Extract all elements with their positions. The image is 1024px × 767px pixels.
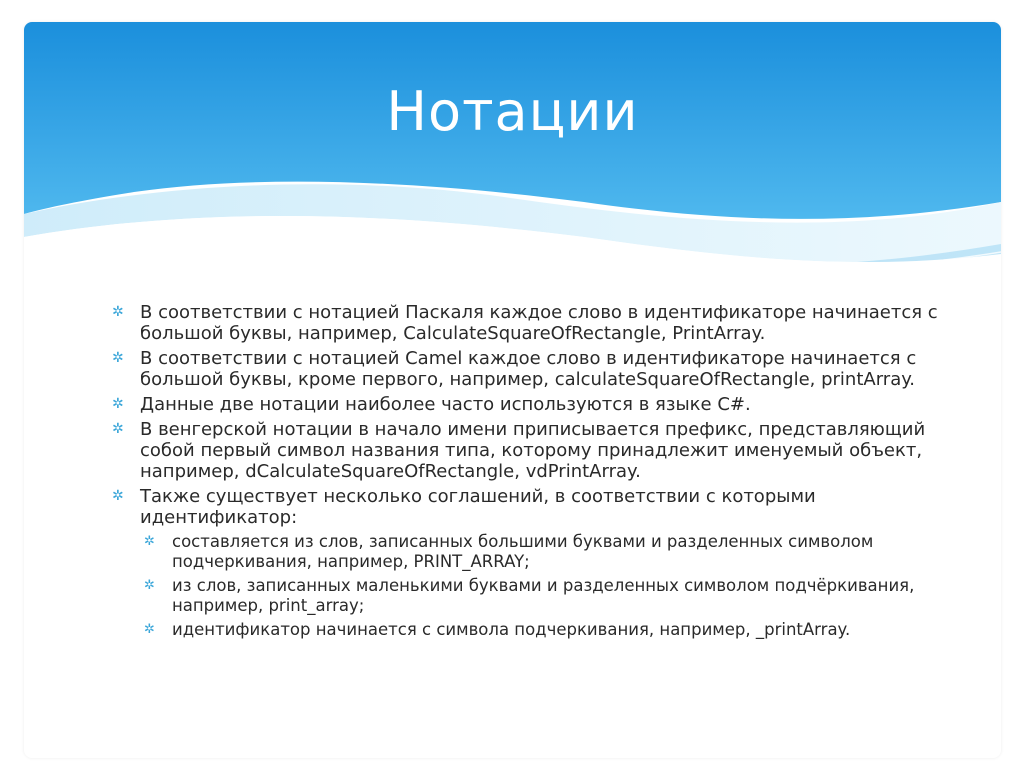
list-item-text: В соответствии с нотацией Паскаля каждое слово в идентификаторе начинается с большой буквы, например, CalculateSquareOfRectangle, PrintArray.	[140, 302, 938, 344]
asterisk-bullet-icon: ✲	[144, 534, 155, 549]
asterisk-bullet-icon: ✲	[144, 622, 155, 637]
asterisk-bullet-icon: ✲	[112, 488, 124, 504]
sub-list-item	[112, 532, 942, 572]
list-item-text: В венгерской нотации в начало имени приписывается префикс, представляющий собой первый символ названия типа, которому принадлежит именуемый объект, например, dCalculateSquareOfRectangle, vdPrintArray.	[140, 419, 926, 482]
list-item-text: Данные две нотации наиболее часто используются в языке C#.	[140, 394, 751, 415]
sub-list-item-text: идентификатор начинается с символа подчеркивания, например, _printArray.	[172, 620, 851, 639]
asterisk-bullet-icon: ✲	[112, 396, 124, 412]
asterisk-bullet-icon: ✲	[112, 350, 124, 366]
wave-banner	[24, 22, 1001, 322]
sub-list-item-text: составляется из слов, записанных большими буквами и разделенных символом подчеркивания, например, PRINT_ARRAY;	[172, 532, 874, 571]
asterisk-bullet-icon: ✲	[112, 304, 124, 320]
sub-list-item	[112, 620, 942, 640]
list-item-text: В соответствии с нотацией Camel каждое слово в идентификаторе начинается с большой буквы, кроме первого, например, calculateSquareOfRectangle, printArray.	[140, 348, 917, 390]
sub-list-item-text: из слов, записанных маленькими буквами и разделенных символом подчёркивания, например, print_array;	[172, 576, 915, 615]
slide	[24, 22, 1001, 758]
list-item	[112, 394, 942, 415]
slide-title: Нотации	[386, 80, 639, 143]
asterisk-bullet-icon: ✲	[144, 578, 155, 593]
sub-list-item	[112, 576, 942, 616]
asterisk-bullet-icon: ✲	[112, 421, 124, 437]
list-item-text: Также существует несколько соглашений, в соответствии с которыми идентификатор:	[140, 486, 816, 528]
list-item	[112, 302, 942, 344]
list-item	[112, 348, 942, 390]
list-item	[112, 419, 942, 482]
bullet-list	[112, 302, 942, 644]
list-item	[112, 486, 942, 528]
